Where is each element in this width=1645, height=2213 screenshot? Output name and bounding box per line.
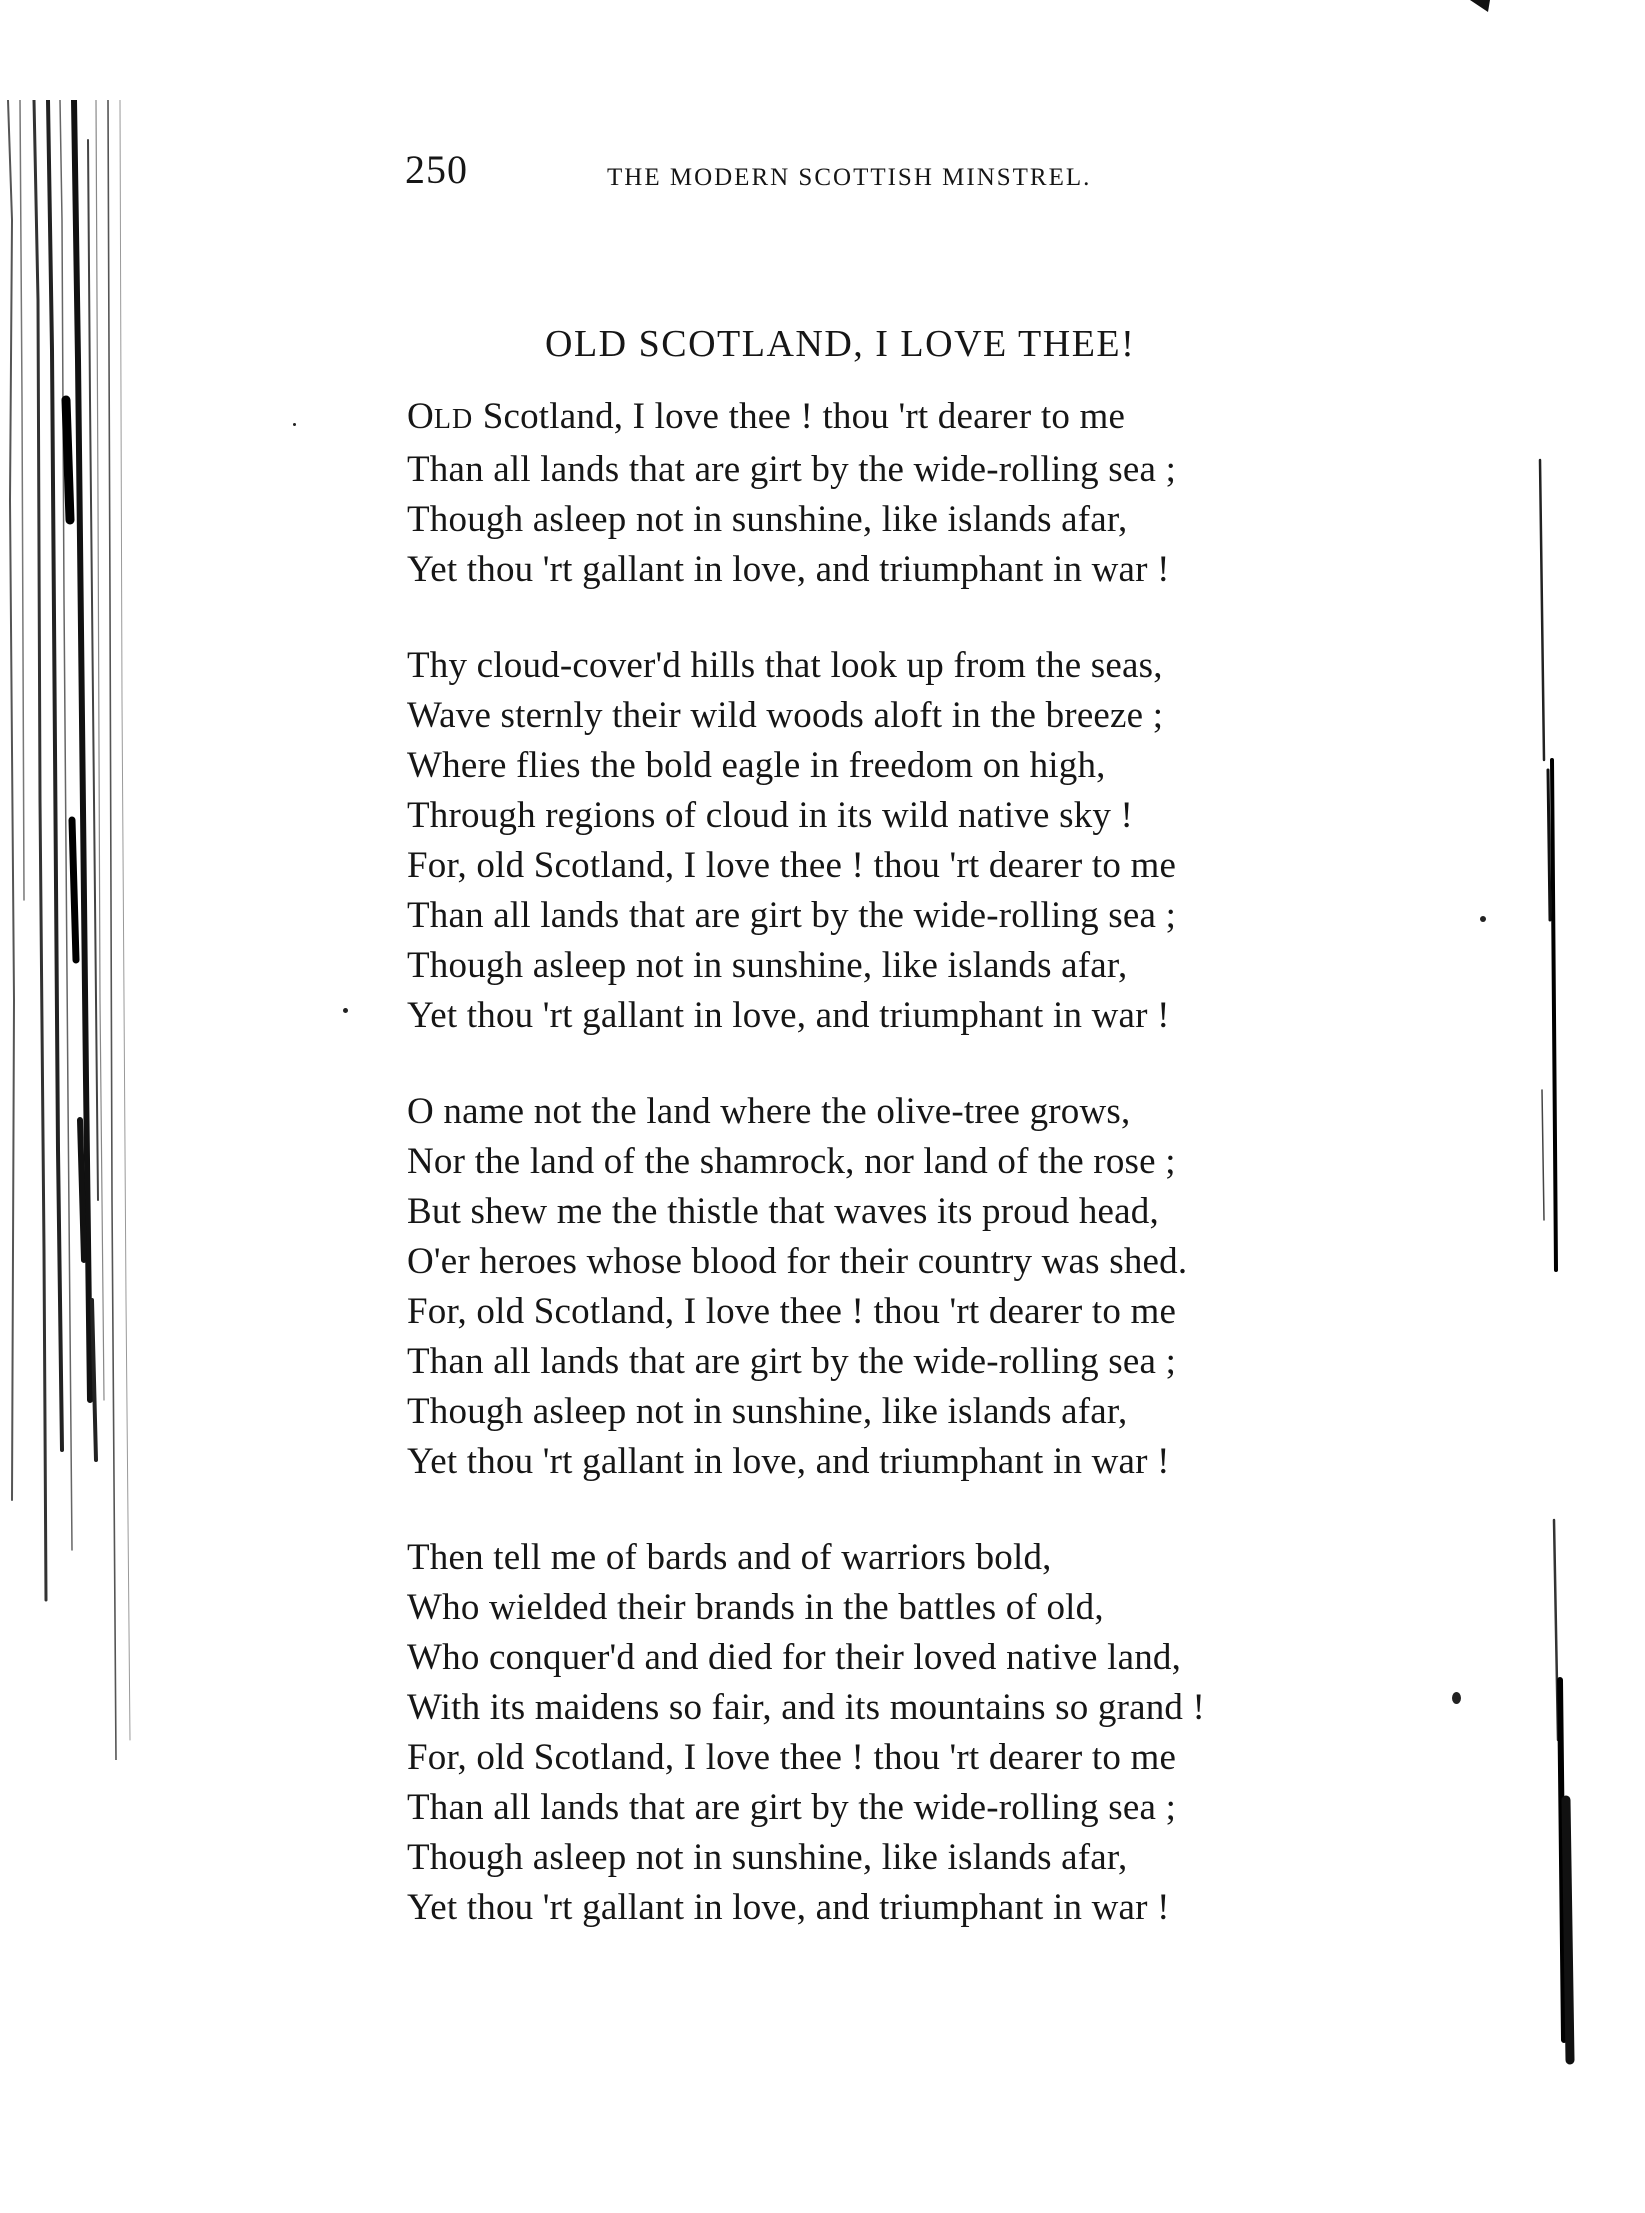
poem-line: Though asleep not in sunshine, like islands afar, (407, 499, 1128, 540)
poem-line: For, old Scotland, I love thee ! thou 'rt dearer to me (407, 845, 1177, 886)
poem-line: Than all lands that are girt by the wide-rolling sea ; (407, 1787, 1177, 1828)
poem-title: OLD SCOTLAND, I LOVE THEE! (545, 323, 1136, 365)
poem-line: Nor the land of the shamrock, nor land of the rose ; (407, 1141, 1176, 1182)
poem-line: O name not the land where the olive-tree grows, (407, 1091, 1131, 1132)
poem-line: Who conquer'd and died for their loved native land, (407, 1637, 1182, 1678)
poem-line: Who wielded their brands in the battles of old, (407, 1587, 1104, 1628)
poem-line-first (407, 392, 1407, 445)
poem-line: Through regions of cloud in its wild native sky ! (407, 795, 1134, 836)
poem-line: Yet thou 'rt gallant in love, and triumphant in war ! (407, 1441, 1170, 1482)
poem-line: With its maidens so fair, and its mountains so grand ! (407, 1687, 1206, 1728)
poem-line: Than all lands that are girt by the wide-rolling sea ; (407, 1341, 1177, 1382)
poem-line: Yet thou 'rt gallant in love, and triumphant in war ! (407, 995, 1170, 1036)
ink-speck (1452, 1692, 1461, 1704)
poem-line: Thy cloud-cover'd hills that look up from the seas, (407, 645, 1163, 686)
poem-line: Yet thou 'rt gallant in love, and triumphant in war ! (407, 1887, 1170, 1928)
stanza (407, 392, 1407, 595)
poem-line: But shew me the thistle that waves its proud head, (407, 1191, 1159, 1232)
ink-speck (293, 423, 296, 426)
corner-mark (1470, 0, 1490, 14)
ink-speck (343, 1008, 348, 1013)
stanza (407, 641, 1407, 1041)
ink-speck (1480, 916, 1486, 922)
stanza (407, 1087, 1407, 1487)
poem-line: Than all lands that are girt by the wide-rolling sea ; (407, 449, 1177, 490)
poem-line: Than all lands that are girt by the wide-rolling sea ; (407, 895, 1177, 936)
running-head (405, 147, 1225, 210)
small-caps-word: LD (433, 404, 474, 435)
stanza (407, 1533, 1407, 1933)
binding-shadow (0, 100, 135, 1760)
poem-line: Where flies the bold eagle in freedom on high, (407, 745, 1106, 786)
poem-line: O'er heroes whose blood for their country was shed. (407, 1241, 1188, 1282)
poem-body (407, 392, 1407, 1979)
right-edge-streaks (1500, 440, 1610, 2090)
poem-line: Though asleep not in sunshine, like islands afar, (407, 1837, 1128, 1878)
poem-line: Though asleep not in sunshine, like islands afar, (407, 1391, 1128, 1432)
poem-line: Wave sternly their wild woods aloft in the breeze ; (407, 695, 1164, 736)
running-head-title: THE MODERN SCOTTISH MINSTREL. (607, 164, 1092, 191)
poem-line: Yet thou 'rt gallant in love, and triumphant in war ! (407, 549, 1170, 590)
drop-initial: O (407, 396, 434, 437)
page-number: 250 (405, 147, 468, 192)
poem-line: Then tell me of bards and of warriors bold, (407, 1537, 1052, 1578)
poem-line: For, old Scotland, I love thee ! thou 'rt dearer to me (407, 1737, 1177, 1778)
poem-line: For, old Scotland, I love thee ! thou 'rt dearer to me (407, 1291, 1177, 1332)
poem-line: Though asleep not in sunshine, like islands afar, (407, 945, 1128, 986)
first-line-rest: Scotland, I love thee ! thou 'rt dearer to me (473, 396, 1126, 437)
